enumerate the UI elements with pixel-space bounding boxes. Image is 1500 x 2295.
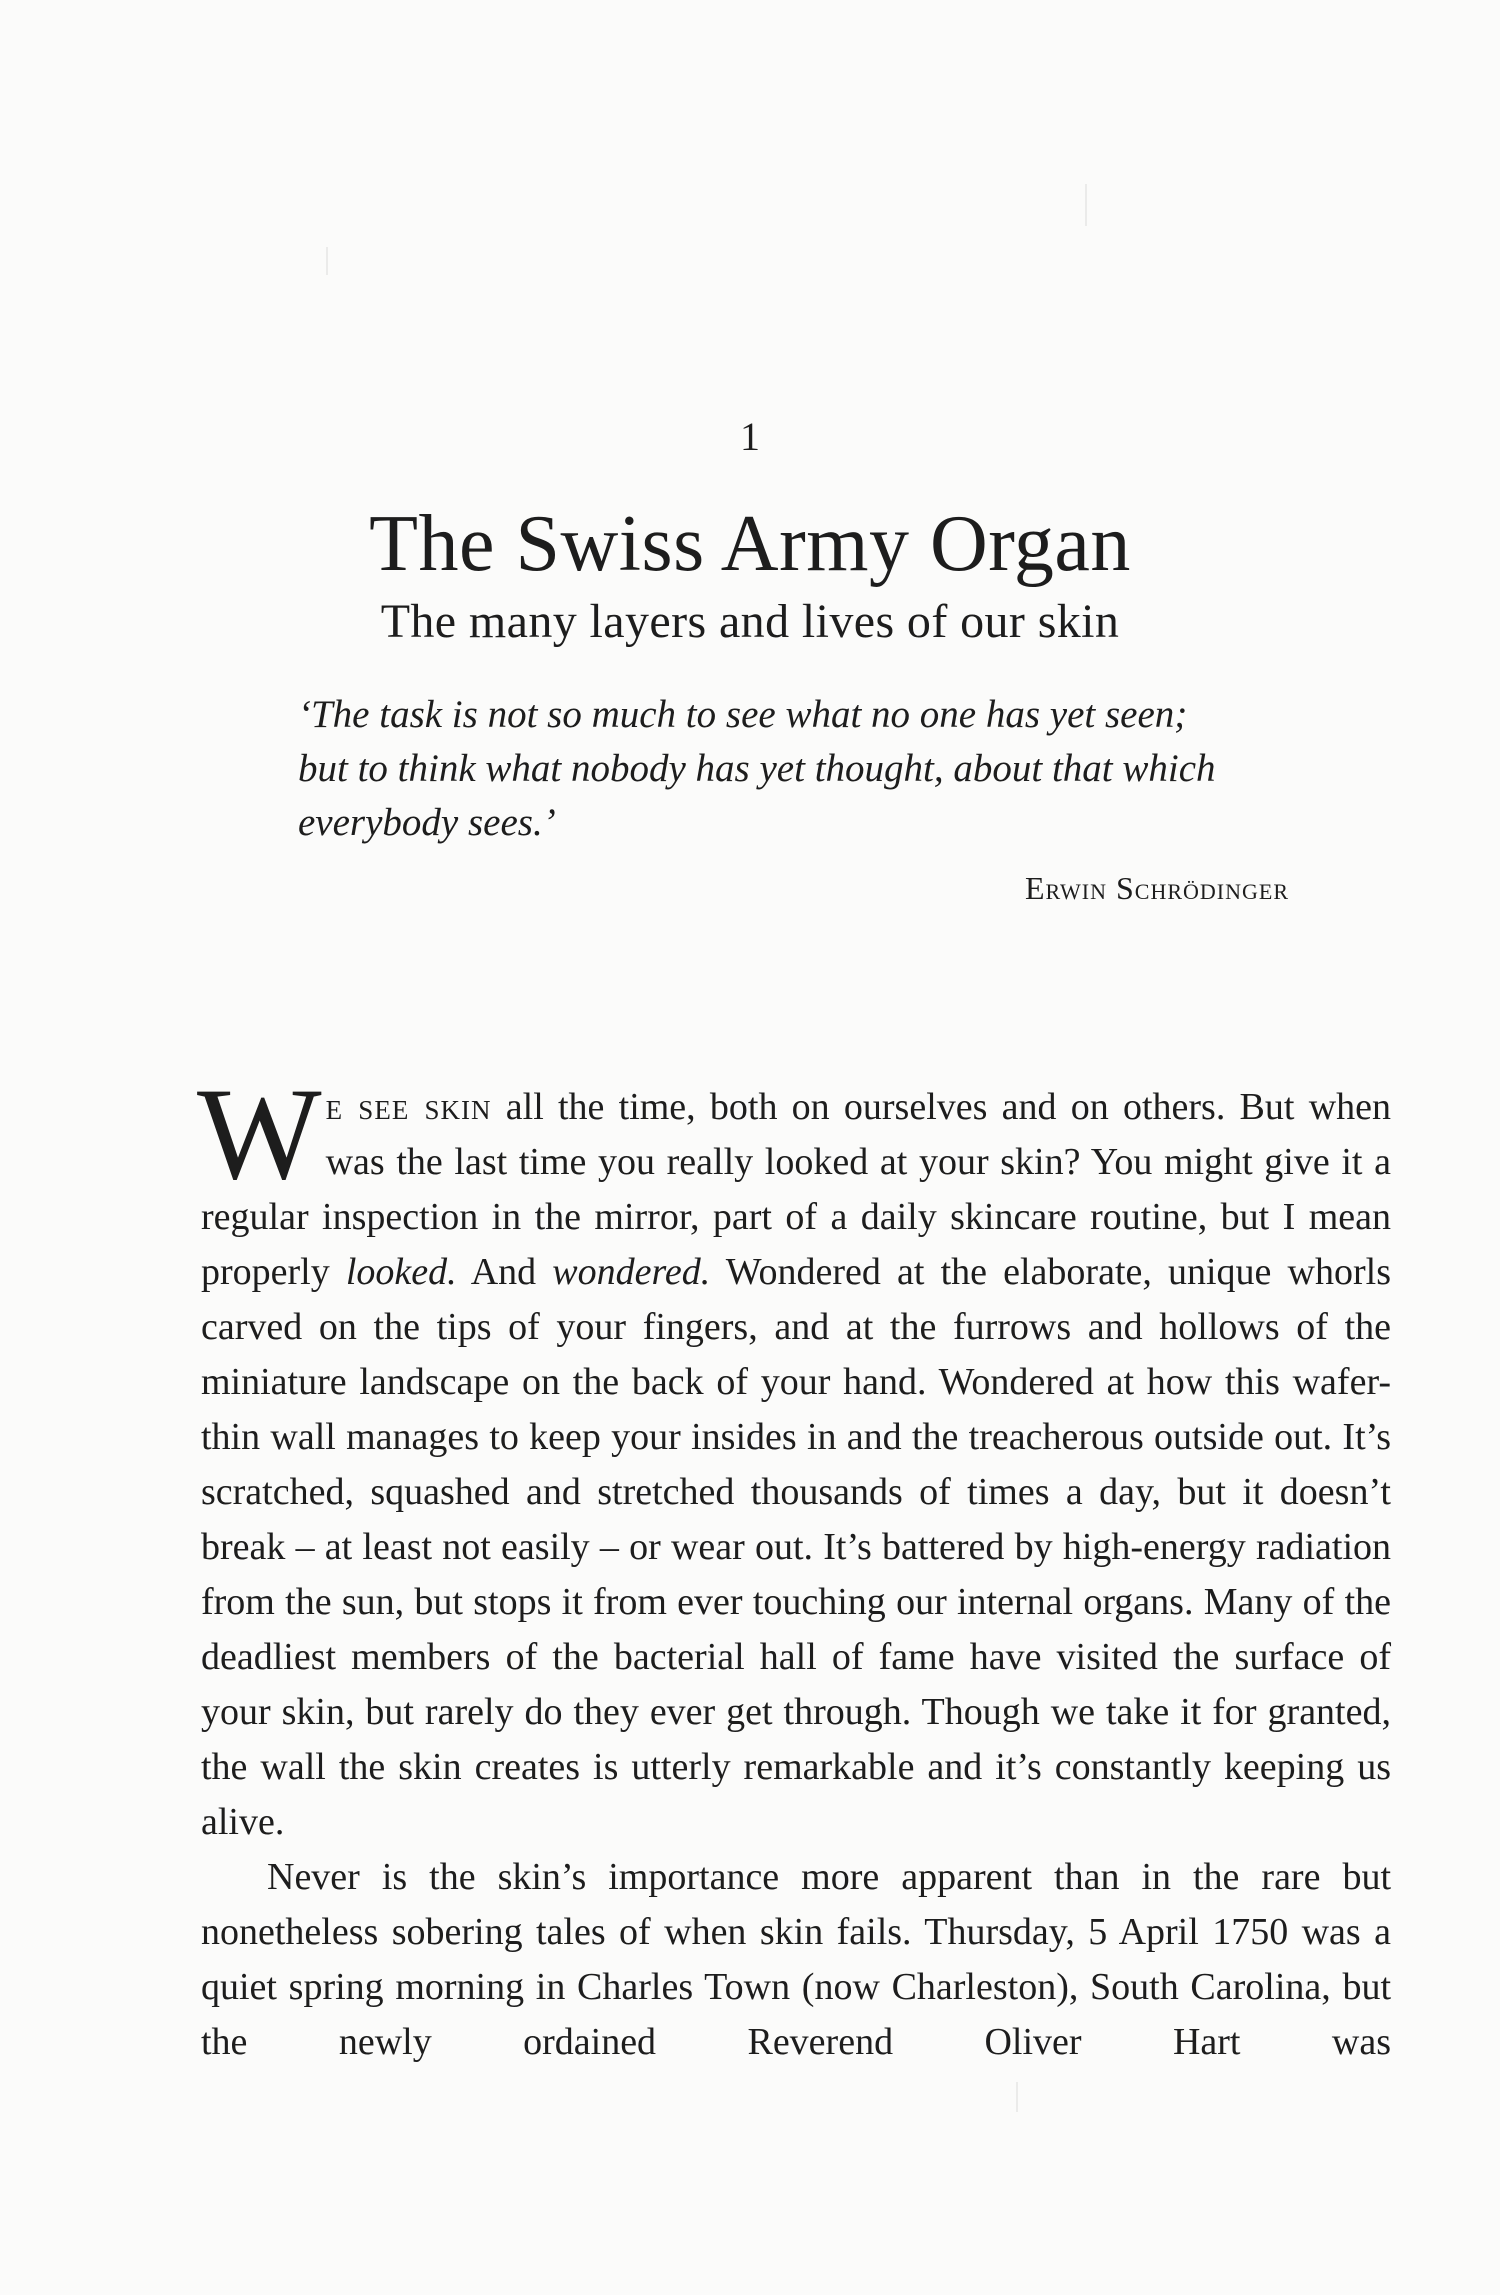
paragraph-2: Never is the skin’s importance more apparent than in the rare but nonetheless sobering tales of when skin fails. Thursday, 5 April 1750 was a quiet spring morning in Charles Town (now Charleston), South Carolina, but the newly ordained Reverend Oliver Hart was [201,1856,1391,2063]
chapter-subtitle: The many layers and lives of our skin [380,595,1120,648]
paragraph-1-text: And [456,1251,553,1293]
paper-speck [326,247,328,275]
paragraph-lead-in: e see skin [325,1086,492,1128]
paper-speck [1016,2082,1018,2112]
drop-cap: W [197,1060,322,1207]
epigraph-quote: ‘The task is not so much to see what no one has yet seen; but to think what nobody has yet thought, about that which everybody sees.’ [298,693,1216,844]
paper-speck [1085,184,1087,226]
emphasis-wondered: wondered. [552,1251,711,1293]
epigraph-attribution: Erwin Schrödinger [1024,870,1289,906]
chapter-title: The Swiss Army Organ [369,500,1131,588]
paragraph-1 [197,1060,1391,1850]
chapter-number: 1 [740,414,760,459]
paragraph-1-text: all the time, both on ourselves and on others. But when was the last time you really looked at your skin? You might give it a regular inspection in the mirror, part of a daily skincare routine, but I mean properly [201,1086,1391,1293]
body-text [197,1060,1391,2070]
paragraph-1-text: Wondered at the elaborate, unique whorls carved on the tips of your fingers, and at the furrows and hollows of the miniature landscape on the back of your hand. Wondered at how this wafer-thin wall manages to keep your insides in and the treacherous outside out. It’s scratched, squashed and stretched thousands of times a day, but it doesn’t break – at least not easily – or wear out. It’s battered by high-energy radiation from the sun, but stops it from ever touching our internal organs. Many of the deadliest members of the bacterial hall of fame have visited the surface of your skin, but rarely do they ever get through. Though we take it for granted, the wall the skin creates is utterly remarkable and it’s constantly keeping us alive. [201,1251,1391,1843]
emphasis-looked: looked. [345,1251,457,1293]
